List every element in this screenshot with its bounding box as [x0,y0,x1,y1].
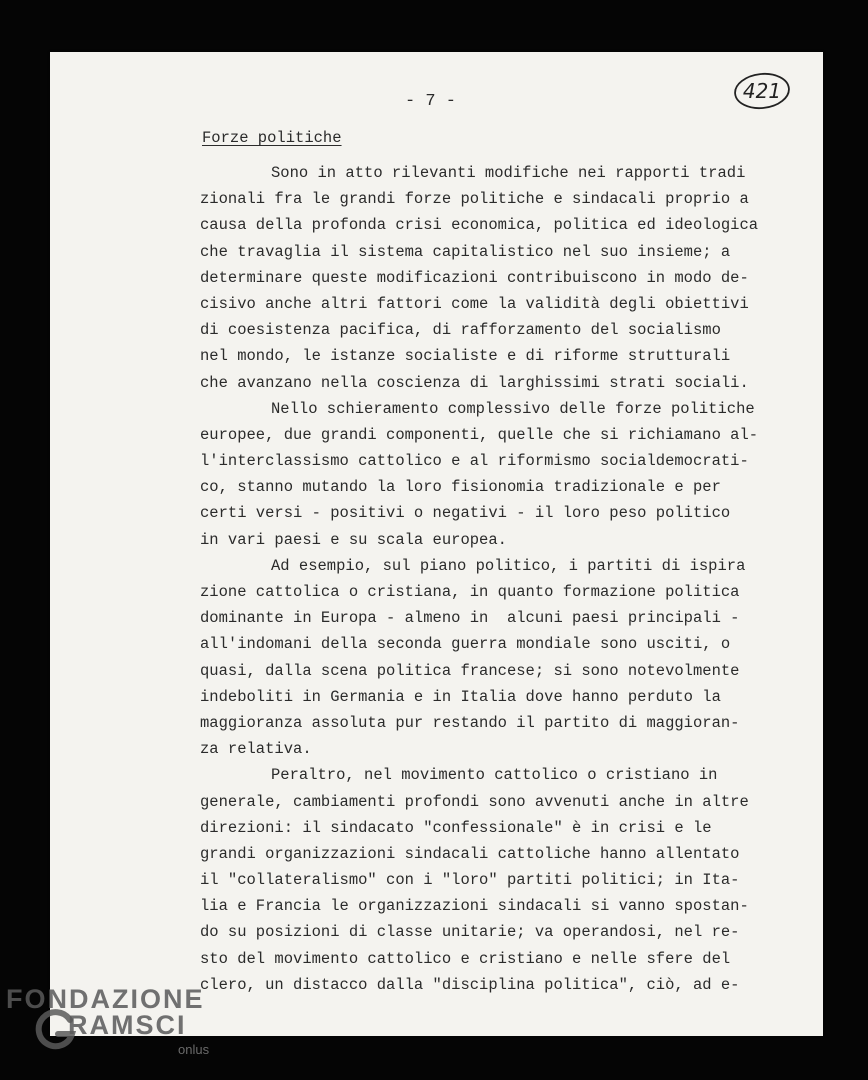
text-line: che avanzano nella coscienza di larghissimi strati sociali. [200,373,749,392]
archive-number: 421 [742,79,782,103]
text-line: Sono in atto rilevanti modifiche nei rapporti tradi [271,164,746,182]
text-line: sto del movimento cattolico e cristiano e nelle sfere del [200,949,731,968]
text-line: za relativa. [200,740,312,759]
watermark-suffix: onlus [178,1042,210,1057]
text-line: Peraltro, nel movimento cattolico o cristiano in [271,766,718,785]
text-line: in vari paesi e su scala europea. [200,530,507,549]
text-line: zione cattolica o cristiana, in quanto formazione politica [200,583,740,601]
text-line: dominante in Europa - almeno in alcuni paesi principali - [200,609,740,628]
archive-number-stamp [733,72,791,110]
text-line: Ad esempio, sul piano politico, i partiti di ispira [271,556,746,575]
text-line: zionali fra le grandi forze politiche e sindacali proprio a [200,190,749,209]
watermark-line2: RAMSCI [68,1010,187,1040]
text-line: indeboliti in Germania e in Italia dove hanno perduto la [200,687,721,706]
text-line: Nello schieramento complessivo delle forze politiche [271,399,755,418]
text-line: quasi, dalla scena politica francese; si sono notevolmente [200,661,740,680]
section-heading: Forze politiche [202,129,342,147]
page-number: - 7 - [405,92,457,111]
text-line: causa della profonda crisi economica, politica ed ideologica [200,216,759,235]
text-line: co, stanno mutando la loro fisionomia tradizionale e per [200,478,721,497]
text-line: all'indomani della seconda guerra mondiale sono usciti, o [200,635,731,654]
text-line: clero, un distacco dalla "disciplina politica", ciò, ad e- [200,975,740,994]
text-line: il "collateralismo" con i "loro" partiti politici; in Ita- [200,871,740,890]
archive-number-circle [733,72,791,110]
text-line: che travaglia il sistema capitalistico nel suo insieme; a [200,242,731,261]
document-page [50,52,823,1036]
text-line: europee, due grandi componenti, quelle che si richiamano al- [200,425,759,444]
watermark-line1: FONDAZIONE [6,984,205,1014]
text-line: certi versi - positivi o negativi - il loro peso politico [200,504,731,523]
foundation-watermark [0,984,260,1080]
text-line: grandi organizzazioni sindacali cattoliche hanno allentato [200,844,740,863]
text-line: di coesistenza pacifica, di rafforzamento del socialismo [200,321,721,340]
text-line: do su posizioni di classe unitarie; va operandosi, nel re- [200,923,740,942]
text-line: lia e Francia le organizzazioni sindacali si vanno spostan- [200,897,749,916]
text-line: direzioni: il sindacato "confessionale" è in crisi e le [200,818,712,837]
text-line: l'interclassismo cattolico e al riformismo socialdemocrati- [200,452,749,471]
text-line: determinare queste modificazioni contribuiscono in modo de- [200,268,749,287]
document-body [200,160,760,998]
text-line: cisivo anche altri fattori come la validità degli obiettivi [200,294,749,313]
text-line: maggioranza assoluta pur restando il partito di maggioran- [200,713,740,732]
text-line: generale, cambiamenti profondi sono avvenuti anche in altre [200,792,749,811]
text-line: nel mondo, le istanze socialiste e di riforme strutturali [200,347,731,366]
